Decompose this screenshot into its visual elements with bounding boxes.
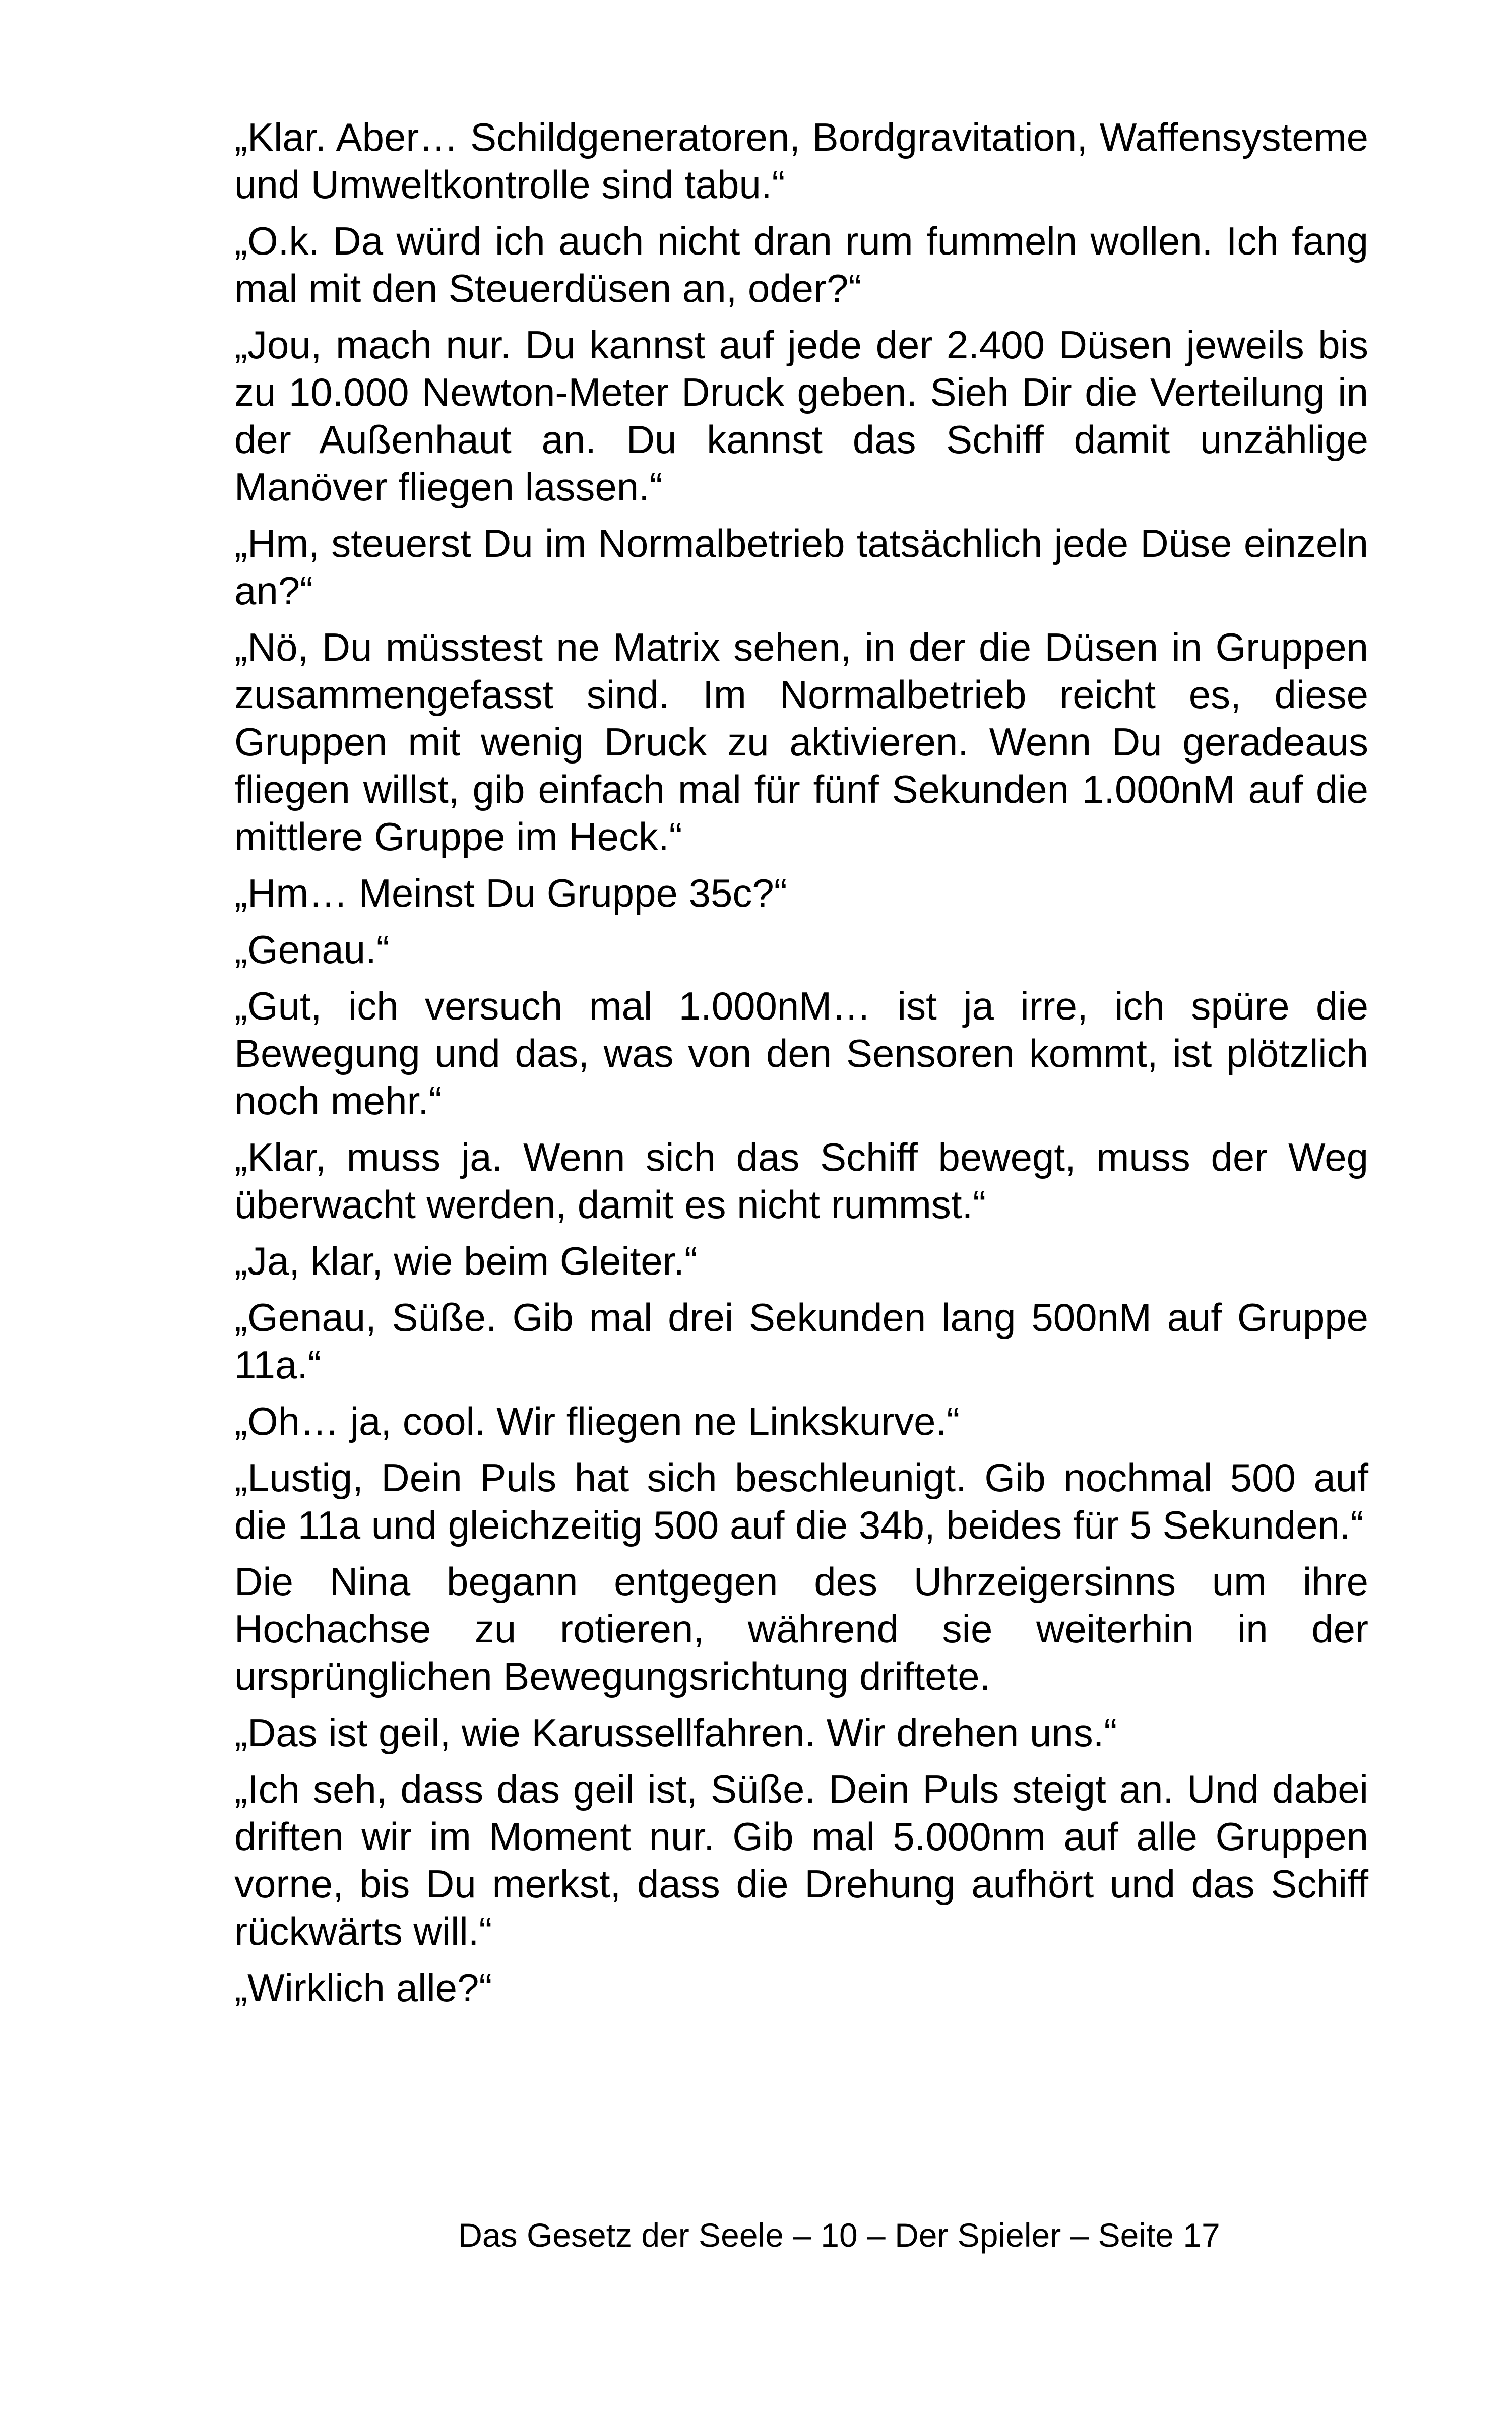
paragraph: „Oh… ja, cool. Wir fliegen ne Linkskurve.“: [234, 1399, 960, 1443]
paragraph: „Genau.“: [234, 927, 390, 972]
paragraph: „Hm… Meinst Du Gruppe 35c?“: [234, 871, 787, 915]
paragraph: „Nö, Du müsstest ne Matrix sehen, in der die Düsen in Gruppen zusammengefasst sind. Im Normalbetrieb reicht es, diese Gruppen mit wenig Druck zu aktivieren. Wenn Du geradeaus fliegen willst, gib einfach mal für fünf Sekunden 1.000nM auf die mittlere Gruppe im Heck.“: [234, 625, 1368, 859]
paragraph: „Klar. Aber… Schildgeneratoren, Bordgravitation, Waffensysteme und Umweltkontrolle sind tabu.“: [234, 115, 1368, 207]
paragraph: „Das ist geil, wie Karussellfahren. Wir drehen uns.“: [234, 1710, 1117, 1755]
paragraph: „Ich seh, dass das geil ist, Süße. Dein Puls steigt an. Und dabei driften wir im Moment nur. Gib mal 5.000nm auf alle Gruppen vorne, bis Du merkst, dass die Drehung aufhört und das Schiff rückwärts will.“: [234, 1767, 1368, 1953]
paragraph: „Gut, ich versuch mal 1.000nM… ist ja irre, ich spüre die Bewegung und das, was von den Sensoren kommt, ist plötzlich noch mehr.“: [234, 984, 1368, 1123]
paragraph: „Genau, Süße. Gib mal drei Sekunden lang 500nM auf Gruppe 11a.“: [234, 1295, 1368, 1387]
paragraph: Die Nina begann entgegen des Uhrzeigersinns um ihre Hochachse zu rotieren, während sie weiterhin in der ursprünglichen Bewegungsrichtung driftete.: [234, 1559, 1368, 1698]
body-text: [234, 113, 1368, 2020]
paragraph: „O.k. Da würd ich auch nicht dran rum fummeln wollen. Ich fang mal mit den Steuerdüsen an, oder?“: [234, 219, 1368, 310]
paragraph: „Hm, steuerst Du im Normalbetrieb tatsächlich jede Düse einzeln an?“: [234, 521, 1368, 613]
paragraph: „Lustig, Dein Puls hat sich beschleunigt. Gib nochmal 500 auf die 11a und gleichzeitig 500 auf die 34b, beides für 5 Sekunden.“: [234, 1455, 1368, 1547]
paragraph: „Klar, muss ja. Wenn sich das Schiff bewegt, muss der Weg überwacht werden, damit es nicht rummst.“: [234, 1135, 1368, 1227]
paragraph: „Jou, mach nur. Du kannst auf jede der 2.400 Düsen jeweils bis zu 10.000 Newton-Meter Druck geben. Sieh Dir die Verteilung in der Außenhaut an. Du kannst das Schiff damit unzählige Manöver fliegen lassen.“: [234, 323, 1368, 509]
paragraph: „Ja, klar, wie beim Gleiter.“: [234, 1239, 698, 1283]
paragraph: „Wirklich alle?“: [234, 1965, 492, 2010]
page-footer: Das Gesetz der Seele – 10 – Der Spieler – Seite 17: [458, 2216, 1220, 2254]
